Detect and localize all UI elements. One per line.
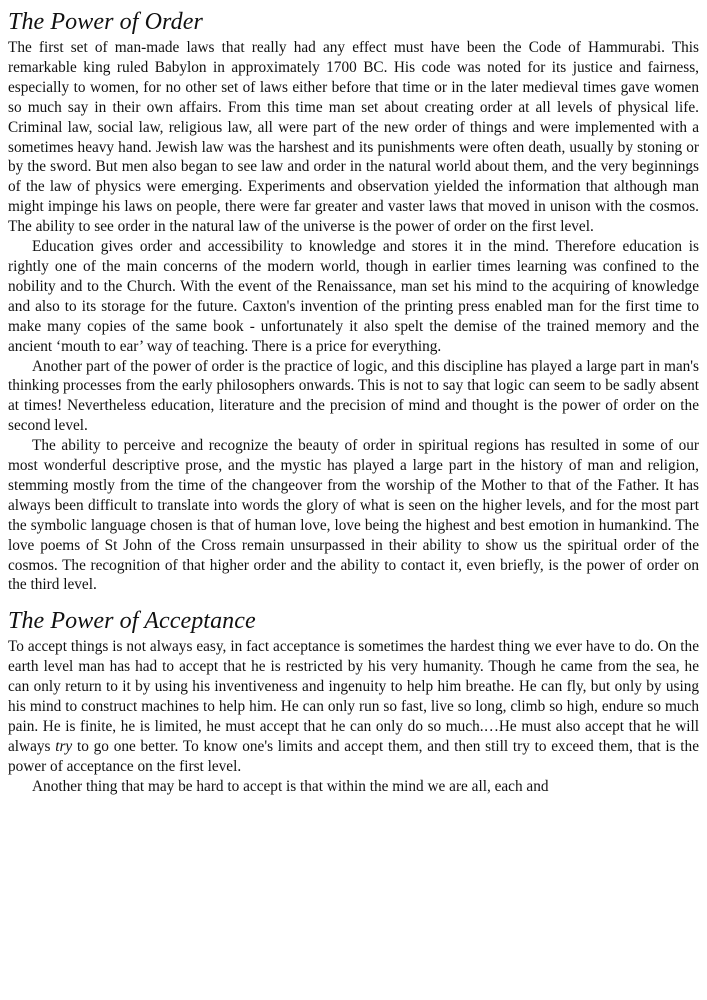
heading-power-of-order: The Power of Order (8, 9, 203, 35)
paragraph-order-1: The first set of man-made laws that really had any effect must have been the Code of Hammurabi. This remarkable king ruled Babylon in approximately 1700 BC. His code was noted for its justice and fairness, especially to women, for no other set of laws either before that time or in the later medieval times gave women so much say in their own affairs. From this time man set about creating order at all levels of physical life. Criminal law, social law, religious law, all were part of the new order of things and were implemented with a sometimes heavy hand. Jewish law was the harshest and its punishments were often death, usually by stoning or by the sword. But men also began to see law and order in the natural world about them, and the very beginnings of the law of physics were emerging. Experiments and observation yielded the information that although man might impinge his laws on people, there were far greater and vaster laws that moved in unison with the cosmos. The ability to see order in the natural law of the universe is the power of order on the first level. (8, 39, 699, 236)
paragraph-acceptance-1 (8, 637, 699, 776)
paragraph-order-2: Education gives order and accessibility to knowledge and stores it in the mind. Therefore education is rightly one of the main concerns of the modern world, though in earlier times learning was confined to the nobility and to the Church. With the event of the Renaissance, man set his mind to the acquiring of knowledge and also to its storage for the future. Caxton's invention of the printing press enabled man for the first time to make many copies of the same book - unfortunately it also spelt the demise of the trained memory and the ancient ‘mouth to ear’ way of teaching. There is a price for everything. (8, 238, 699, 355)
paragraph-acceptance-2: Another thing that may be hard to accept is that within the mind we are all, each and (32, 777, 549, 795)
paragraph-acceptance-1-part-b: to go one better. To know one's limits and accept them, and then still try to exceed them, that is the power of acceptance on the first level. (8, 737, 699, 775)
heading-power-of-acceptance: The Power of Acceptance (8, 608, 256, 635)
paragraph-order-4: The ability to perceive and recognize the beauty of order in spiritual regions has resulted in some of our most wonderful descriptive prose, and the mystic has played a large part in the history of man and religion, stemming mostly from the time of the changeover from the worship of the Mother to that of the Father. It has always been difficult to translate into words the glory of what is seen on the higher levels, and for the most part the symbolic language chosen is that of human love, love being the highest and best emotion in humankind. The love poems of St John of the Cross remain unsurpassed in their ability to show us the spiritual order of the cosmos. The recognition of that higher order and the ability to contact it, even briefly, is the power of order on the third level. (8, 437, 699, 594)
paragraph-order-3: Another part of the power of order is the practice of logic, and this discipline has played a large part in man's thinking processes from the early philosophers onwards. This is not to say that logic can seem to be sadly absent at times! Nevertheless education, literature and the precision of mind and thought is the power of order on the second level. (8, 357, 699, 435)
emphasis-try: try (55, 737, 73, 755)
paragraph-acceptance-1-part-a: To accept things is not always easy, in fact acceptance is sometimes the hardest thing we ever have to do. On the earth level man has had to accept that he is restricted by his very humanity. Though he came from the sea, he can only return to it by using his inventiveness and ingenuity to help him breathe. He can fly, but only by using his mind to construct machines to help him. He can only run so fast, live so long, climb so high, endure so much pain. He is finite, he is limited, he must accept that he can only do so much.…He must also accept that he will always (8, 638, 699, 755)
